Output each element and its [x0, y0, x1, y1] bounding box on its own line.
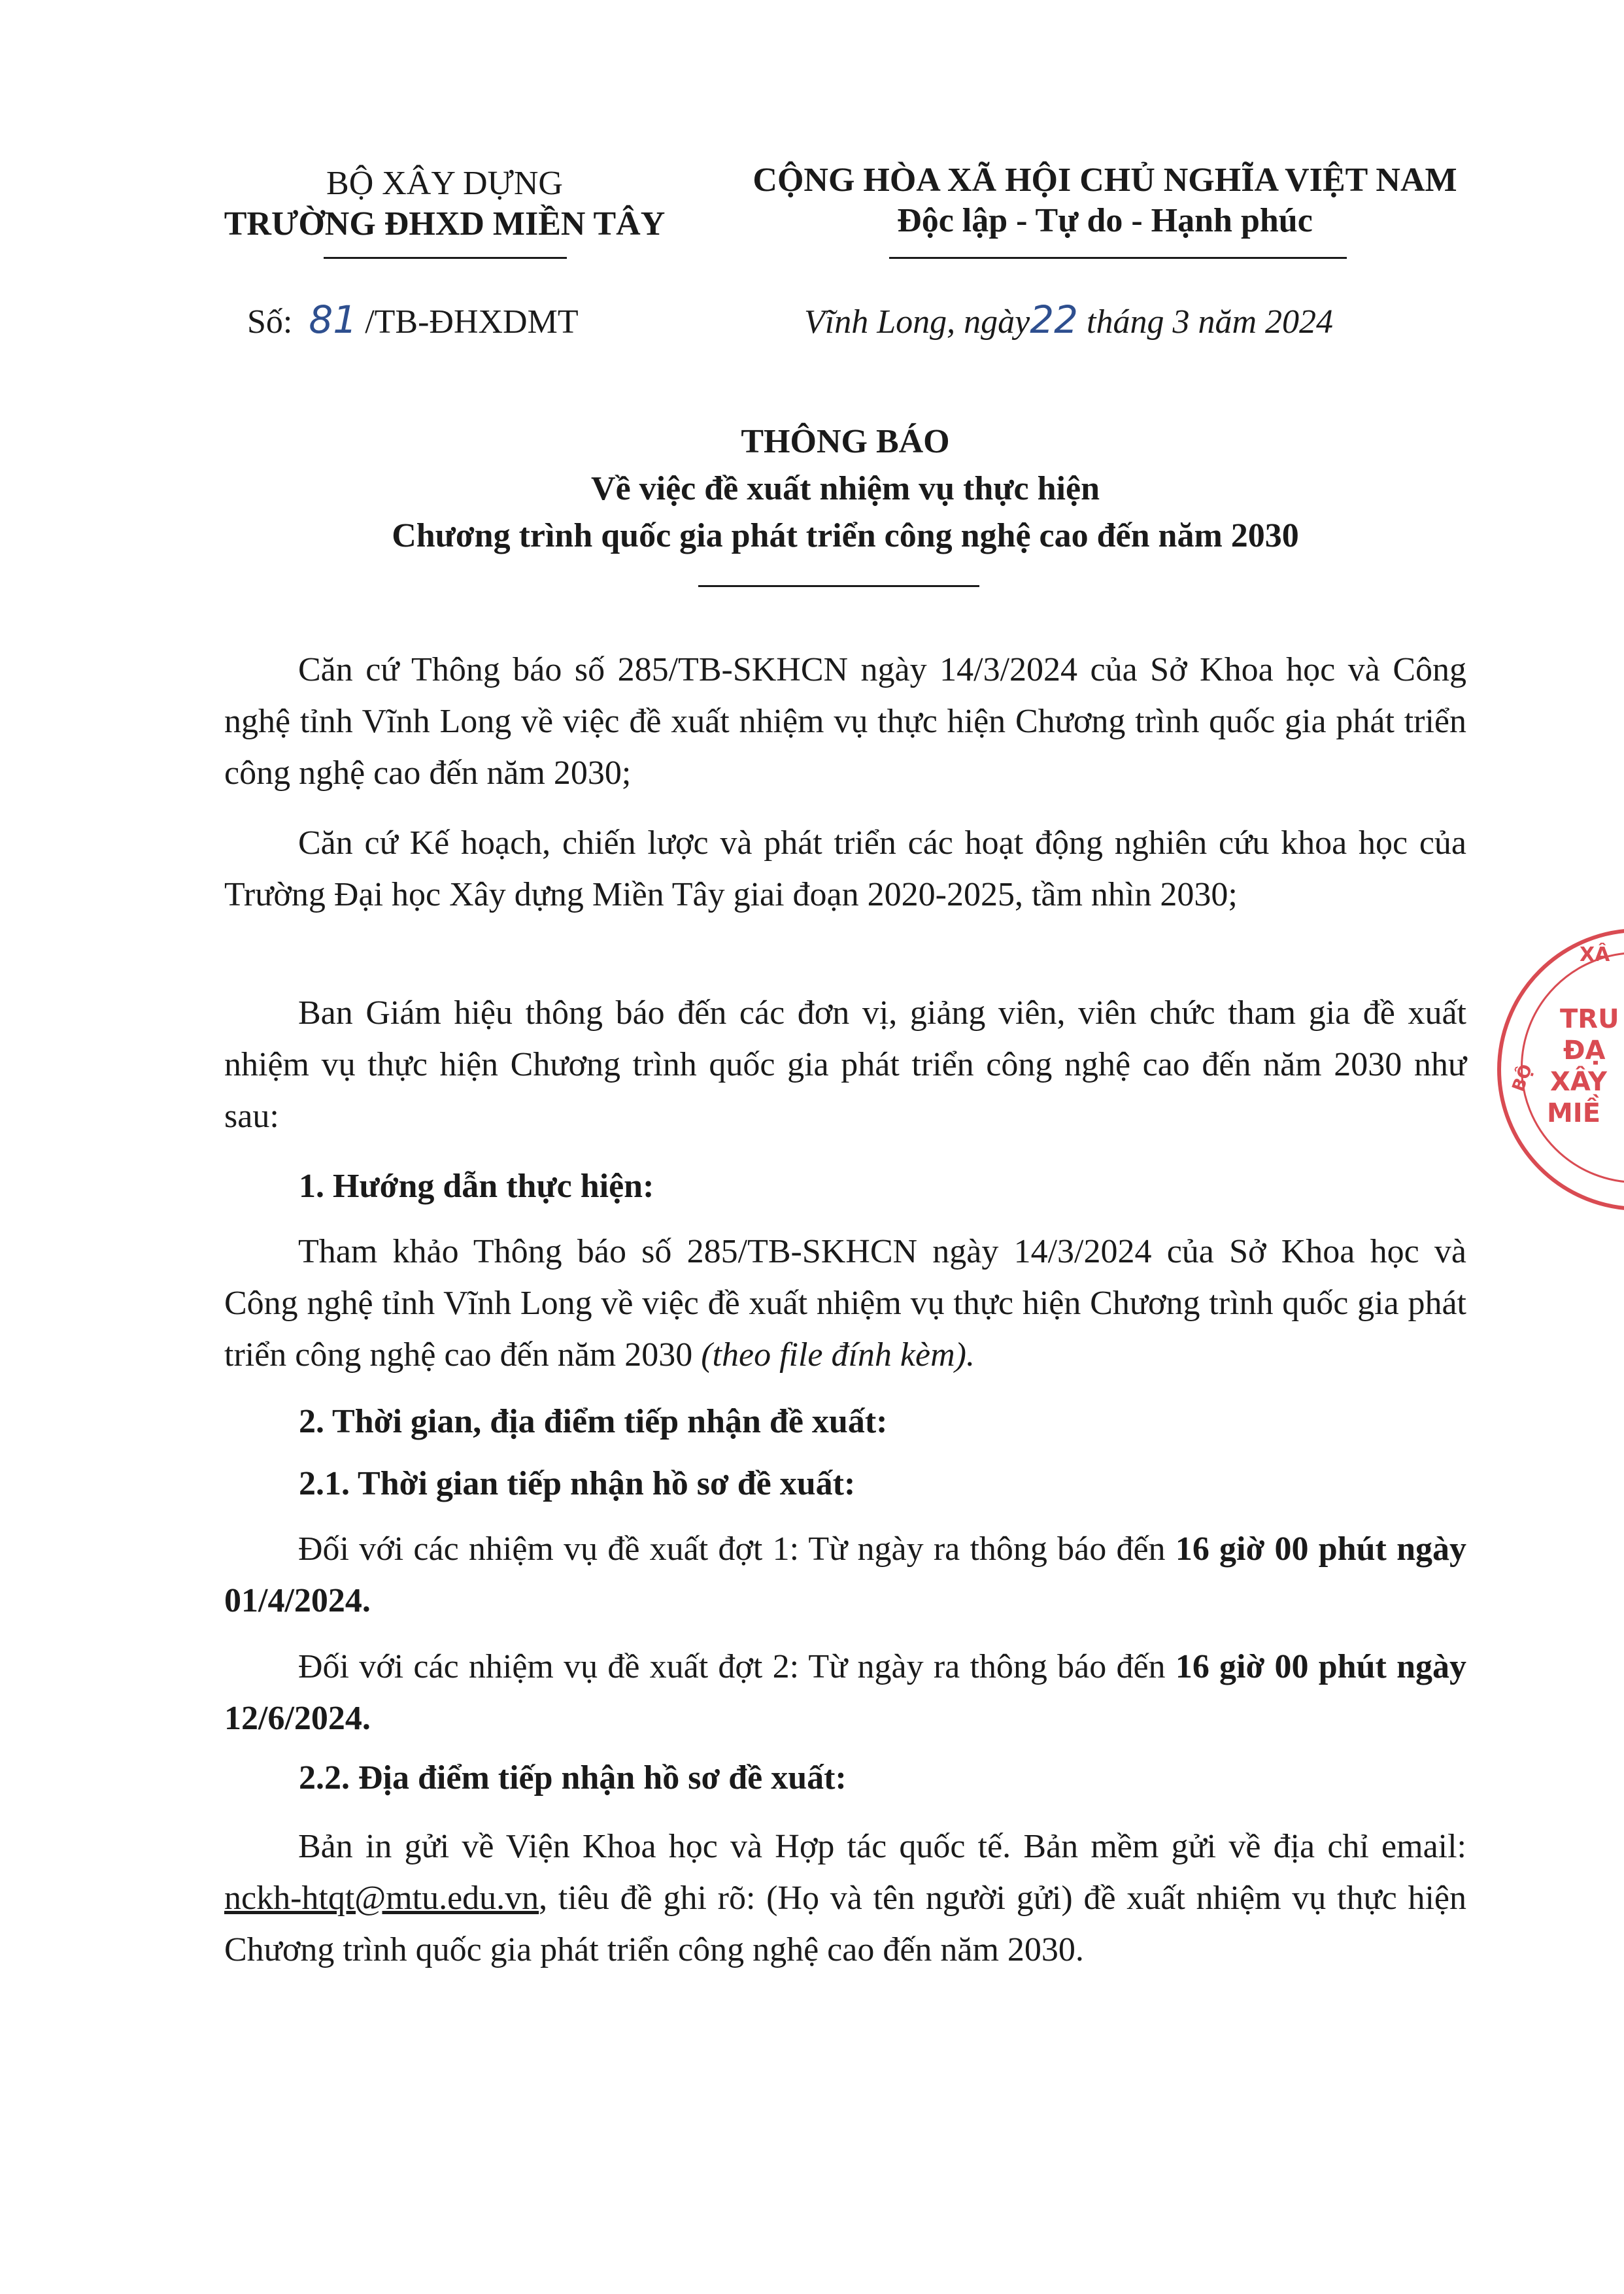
stamp-text-top: XÂ	[1580, 943, 1610, 966]
school-name-underline	[324, 257, 567, 259]
national-motto-underline	[889, 257, 1347, 259]
section-2-heading: 2. Thời gian, địa điểm tiếp nhận đề xuất:	[299, 1403, 888, 1440]
stamp-text-line3: XÂY	[1550, 1067, 1607, 1097]
handwritten-number: 81	[309, 297, 358, 342]
document-date: Vĩnh Long, ngày22 tháng 3 năm 2024	[804, 297, 1334, 342]
paragraph-guidance: Tham khảo Thông báo số 285/TB-SKHCN ngày 14/3/2024 của Sở Khoa học và Công nghệ tỉnh Vĩnh Long về việc đề xuất nhiệm vụ thực hiện Chương trình quốc gia phát triển công nghệ cao đến năm 2030 (theo file đính kèm).	[224, 1233, 1466, 1374]
document-number: Số: 81 /TB-ĐHXDMT	[247, 297, 579, 342]
paragraph-announcement: Ban Giám hiệu thông báo đến các đơn vị, giảng viên, viên chức tham gia đề xuất nhiệm vụ thực hiện Chương trình quốc gia phát triển công nghệ cao đến năm 2030 như sau:	[224, 994, 1466, 1135]
stamp-text-line4: MIỀ	[1547, 1098, 1601, 1128]
paragraph-round-1: Đối với các nhiệm vụ đề xuất đợt 1: Từ ngày ra thông báo đến 16 giờ 00 phút ngày 01/4/2024.	[224, 1530, 1466, 1619]
stamp-text-line2: ĐẠ	[1563, 1036, 1606, 1066]
section-1-heading: 1. Hướng dẫn thực hiện:	[299, 1168, 654, 1205]
round-1-deadline: 16 giờ 00 phút ngày 01/4/2024.	[224, 1530, 1466, 1619]
national-motto: Độc lập - Tự do - Hạnh phúc	[897, 202, 1313, 240]
title-underline	[698, 585, 979, 587]
paragraph-round-2: Đối với các nhiệm vụ đề xuất đợt 2: Từ ngày ra thông báo đến 16 giờ 00 phút ngày 12/6/2024.	[224, 1648, 1466, 1737]
attachment-note: (theo file đính kèm).	[701, 1336, 975, 1374]
notice-subject-line1: Về việc đề xuất nhiệm vụ thực hiện	[591, 470, 1100, 507]
ministry-name: BỘ XÂY DỰNG	[326, 165, 563, 202]
school-name: TRƯỜNG ĐHXD MIỀN TÂY	[224, 205, 666, 243]
section-2-2-heading: 2.2. Địa điểm tiếp nhận hồ sơ đề xuất:	[299, 1759, 847, 1796]
national-heading-block	[713, 160, 1497, 242]
paragraph-location: Bản in gửi về Viện Khoa học và Hợp tác quốc tế. Bản mềm gửi về địa chỉ email: nckh-htqt@mtu.edu.vn, tiêu đề ghi rõ: (Họ và tên người gửi) đề xuất nhiệm vụ thực hiện Chương trình quốc gia phát triển công nghệ cao đến năm 2030.	[224, 1828, 1466, 1968]
notice-title-block	[224, 418, 1466, 560]
ministry-block	[190, 163, 700, 245]
stamp-text-line1: TRU	[1560, 1004, 1619, 1034]
national-name: CỘNG HÒA XÃ HỘI CHỦ NGHĨA VIỆT NAM	[753, 161, 1457, 199]
notice-title: THÔNG BÁO	[741, 423, 950, 460]
handwritten-day: 22	[1030, 297, 1079, 342]
paragraph-basis-1: Căn cứ Thông báo số 285/TB-SKHCN ngày 14/3/2024 của Sở Khoa học và Công nghệ tỉnh Vĩnh Long về việc đề xuất nhiệm vụ thực hiện Chương trình quốc gia phát triển công nghệ cao đến năm 2030;	[224, 651, 1466, 792]
contact-email-link[interactable]: nckh-htqt@mtu.edu.vn	[224, 1880, 539, 1917]
section-2-1-heading: 2.1. Thời gian tiếp nhận hồ sơ đề xuất:	[299, 1465, 856, 1502]
notice-subject-line2: Chương trình quốc gia phát triển công nghệ cao đến năm 2030	[392, 517, 1299, 554]
paragraph-basis-2: Căn cứ Kế hoạch, chiến lược và phát triển các hoạt động nghiên cứu khoa học của Trường Đại học Xây dựng Miền Tây giai đoạn 2020-2025, tầm nhìn 2030;	[224, 824, 1466, 913]
stamp-text-side: BỘ	[1508, 1062, 1537, 1094]
round-2-deadline: 16 giờ 00 phút ngày 12/6/2024.	[224, 1648, 1466, 1737]
official-stamp	[1497, 928, 1624, 1211]
